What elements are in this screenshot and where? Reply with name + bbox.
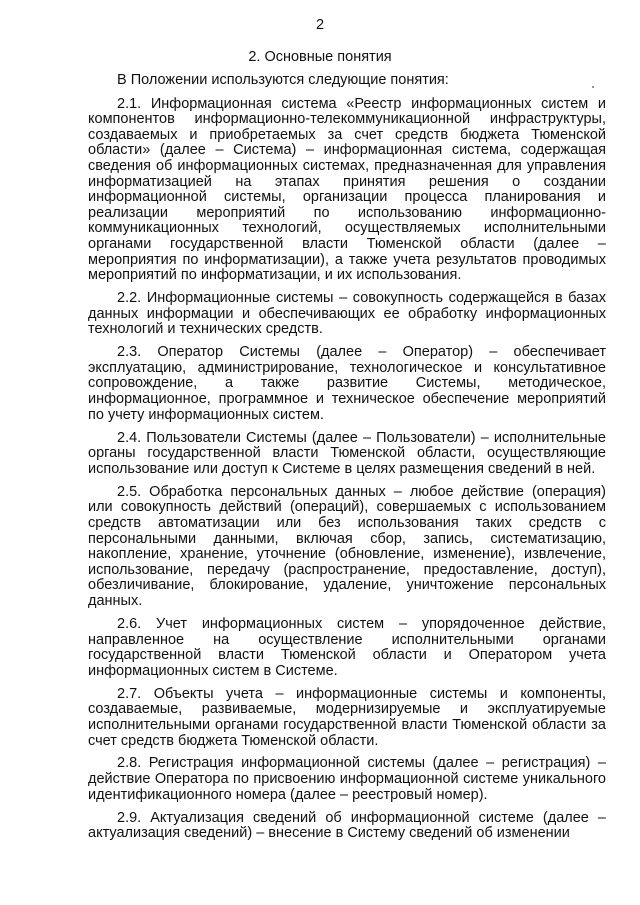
- intro-paragraph: В Положении используются следующие понятия:: [117, 72, 449, 88]
- definition-paragraph: 2.3. Оператор Системы (далее – Оператор) – обеспечивает эксплуатацию, администрирование, технологическое и консультативное сопровождение, а также развитие Системы, методическое, информационное, программное и техническое обеспечение мероприятий по учету информационных систем.: [88, 344, 606, 423]
- definition-paragraph: 2.6. Учет информационных систем – упорядоченное действие, направленное на осуществление исполнительными органами государственной власти Тюменской области и Оператором учета информационных систем в Системе.: [88, 615, 606, 679]
- definition-paragraph: 2.1. Информационная система «Реестр информационных систем и компонентов информационно-телекоммуникационной инфраструктуры, создаваемых и приобретаемых за счет средств бюджета Тюменской области» (далее – Система) – информационная система, содержащая сведения об информационных системах, предназначенная для управления информатизацией на этапах принятия решения о создании информационной системы, организации процесса планирования и реализации мероприятий по использованию информационно-коммуникационных технологий, осуществляемых исполнительными органами государственной власти Тюменской области (далее – мероприятия по информатизации), а также учета результатов проводимых мероприятий по информатизации, и их использования.: [88, 95, 606, 284]
- document-body: [88, 73, 606, 849]
- definition-paragraph: 2.5. Обработка персональных данных – любое действие (операция) или совокупность действий (операций), совершаемых с использованием средств автоматизации или без использования таких средств с персональными данными, включая сбор, запись, систематизацию, накопление, хранение, уточнение (обновление, изменение), извлечение, использование, передачу (распространение, предоставление, доступ), обезличивание, блокирование, удаление, уничтожение персональных данных.: [88, 483, 606, 609]
- page-number: 2: [315, 17, 325, 33]
- definition-paragraph: 2.2. Информационные системы – совокупность содержащейся в базах данных информации и обеспечивающих ее обработку информационных технологий и технических средств.: [88, 290, 606, 338]
- definition-paragraph: 2.8. Регистрация информационной системы (далее – регистрация) – действие Оператора по присвоению информационной системе уникального идентификационного номера (далее – реестровый номер).: [88, 755, 606, 803]
- definition-paragraph: 2.4. Пользователи Системы (далее – Пользователи) – исполнительные органы государственной власти Тюменской области, осуществляющие использование или доступ к Системе в целях размещения сведений в ней.: [88, 429, 606, 477]
- definition-paragraph: 2.7. Объекты учета – информационные системы и компоненты, создаваемые, развиваемые, модернизируемые и эксплуатируемые исполнительными органами государственной власти Тюменской области за счет средств бюджета Тюменской области.: [88, 685, 606, 749]
- section-title: 2. Основные понятия: [248, 49, 392, 65]
- definition-paragraph: 2.9. Актуализация сведений об информационной системе (далее – актуализация сведений) – внесение в Систему сведений об изменении: [88, 809, 606, 842]
